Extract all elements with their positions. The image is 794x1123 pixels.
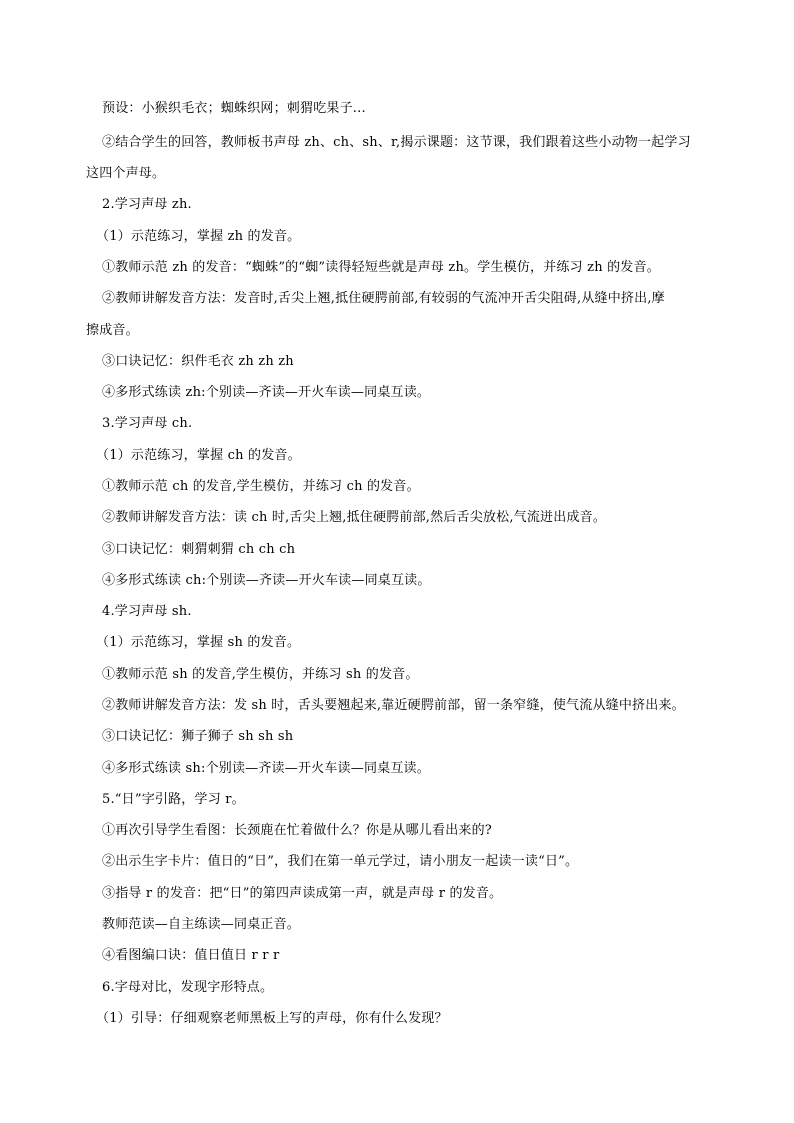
text-line: ①教师示范 sh 的发音,学生模仿，并练习 sh 的发音。 xyxy=(102,667,419,682)
sub-heading: （1）示范练习，掌握 zh 的发音。 xyxy=(96,229,301,244)
sub-heading: （1）示范练习，掌握 ch 的发音。 xyxy=(96,448,301,463)
text-line: 预设：小猴织毛衣；蜘蛛织网；刺猬吃果子... xyxy=(102,101,366,116)
text-line: ②教师讲解发音方法：发 sh 时，舌头要翘起来,靠近硬腭前部，留一条窄缝，使气流从缝中挤出来。 xyxy=(102,698,685,713)
text-line: 这四个声母。 xyxy=(86,166,166,181)
text-line: ③指导 r 的发音：把“日”的第四声读成第一声，就是声母 r 的发音。 xyxy=(102,886,503,901)
sub-heading: （1）引导：仔细观察老师黑板上写的声母，你有什么发现？ xyxy=(96,1011,448,1026)
text-line: 擦成音。 xyxy=(86,323,139,338)
text-line: ④多形式练读 sh:个别读—齐读—开火车读—同桌互读。 xyxy=(102,761,430,776)
text-line: ③口诀记忆：织件毛衣 zh zh zh xyxy=(102,354,294,369)
text-line: ③口诀记忆：刺猬刺猬 ch ch ch xyxy=(102,542,296,557)
text-line: ④多形式练读 ch:个别读—齐读—开火车读—同桌互读。 xyxy=(102,573,431,588)
section-heading: 3.学习声母 ch. xyxy=(102,416,193,431)
text-line: ②结合学生的回答，教师板书声母 zh、ch、sh、r,揭示课题：这节课，我们跟着这些小动物一起学习 xyxy=(102,135,691,150)
text-line: ②教师讲解发音方法：发音时,舌尖上翘,抵住硬腭前部,有较弱的气流冲开舌尖阻碍,从缝中挤出,摩 xyxy=(102,291,665,306)
section-heading: 5.“日”字引路，学习 r。 xyxy=(102,792,245,807)
text-line: ①教师示范 zh 的发音：“蜘蛛”的“蜘”读得轻短些就是声母 zh。学生模仿，并练习 zh 的发音。 xyxy=(102,260,660,275)
text-line: ④多形式练读 zh:个别读—齐读—开火车读—同桌互读。 xyxy=(102,385,431,400)
section-heading: 6.字母对比，发现字形特点。 xyxy=(102,980,274,995)
text-line: ①再次引导学生看图：长颈鹿在忙着做什么？你是从哪儿看出来的? xyxy=(102,823,492,838)
sub-heading: （1）示范练习，掌握 sh 的发音。 xyxy=(96,635,301,650)
text-line: ④看图编口诀：值日值日 r r r xyxy=(102,948,280,963)
text-line: 教师范读—自主练读—同桌正音。 xyxy=(102,917,301,932)
text-line: ①教师示范 ch 的发音,学生模仿，并练习 ch 的发音。 xyxy=(102,479,420,494)
section-heading: 2.学习声母 zh. xyxy=(102,197,192,212)
text-line: ②教师讲解发音方法：读 ch 时,舌尖上翘,抵住硬腭前部,然后舌尖放松,气流迸出成音。 xyxy=(102,510,607,525)
text-line: ③口诀记忆：狮子狮子 sh sh sh xyxy=(102,729,294,744)
text-line: ②出示生字卡片：值日的“日”，我们在第一单元学过，请小朋友一起读一读“日”。 xyxy=(102,854,579,869)
section-heading: 4.学习声母 sh. xyxy=(102,604,192,619)
